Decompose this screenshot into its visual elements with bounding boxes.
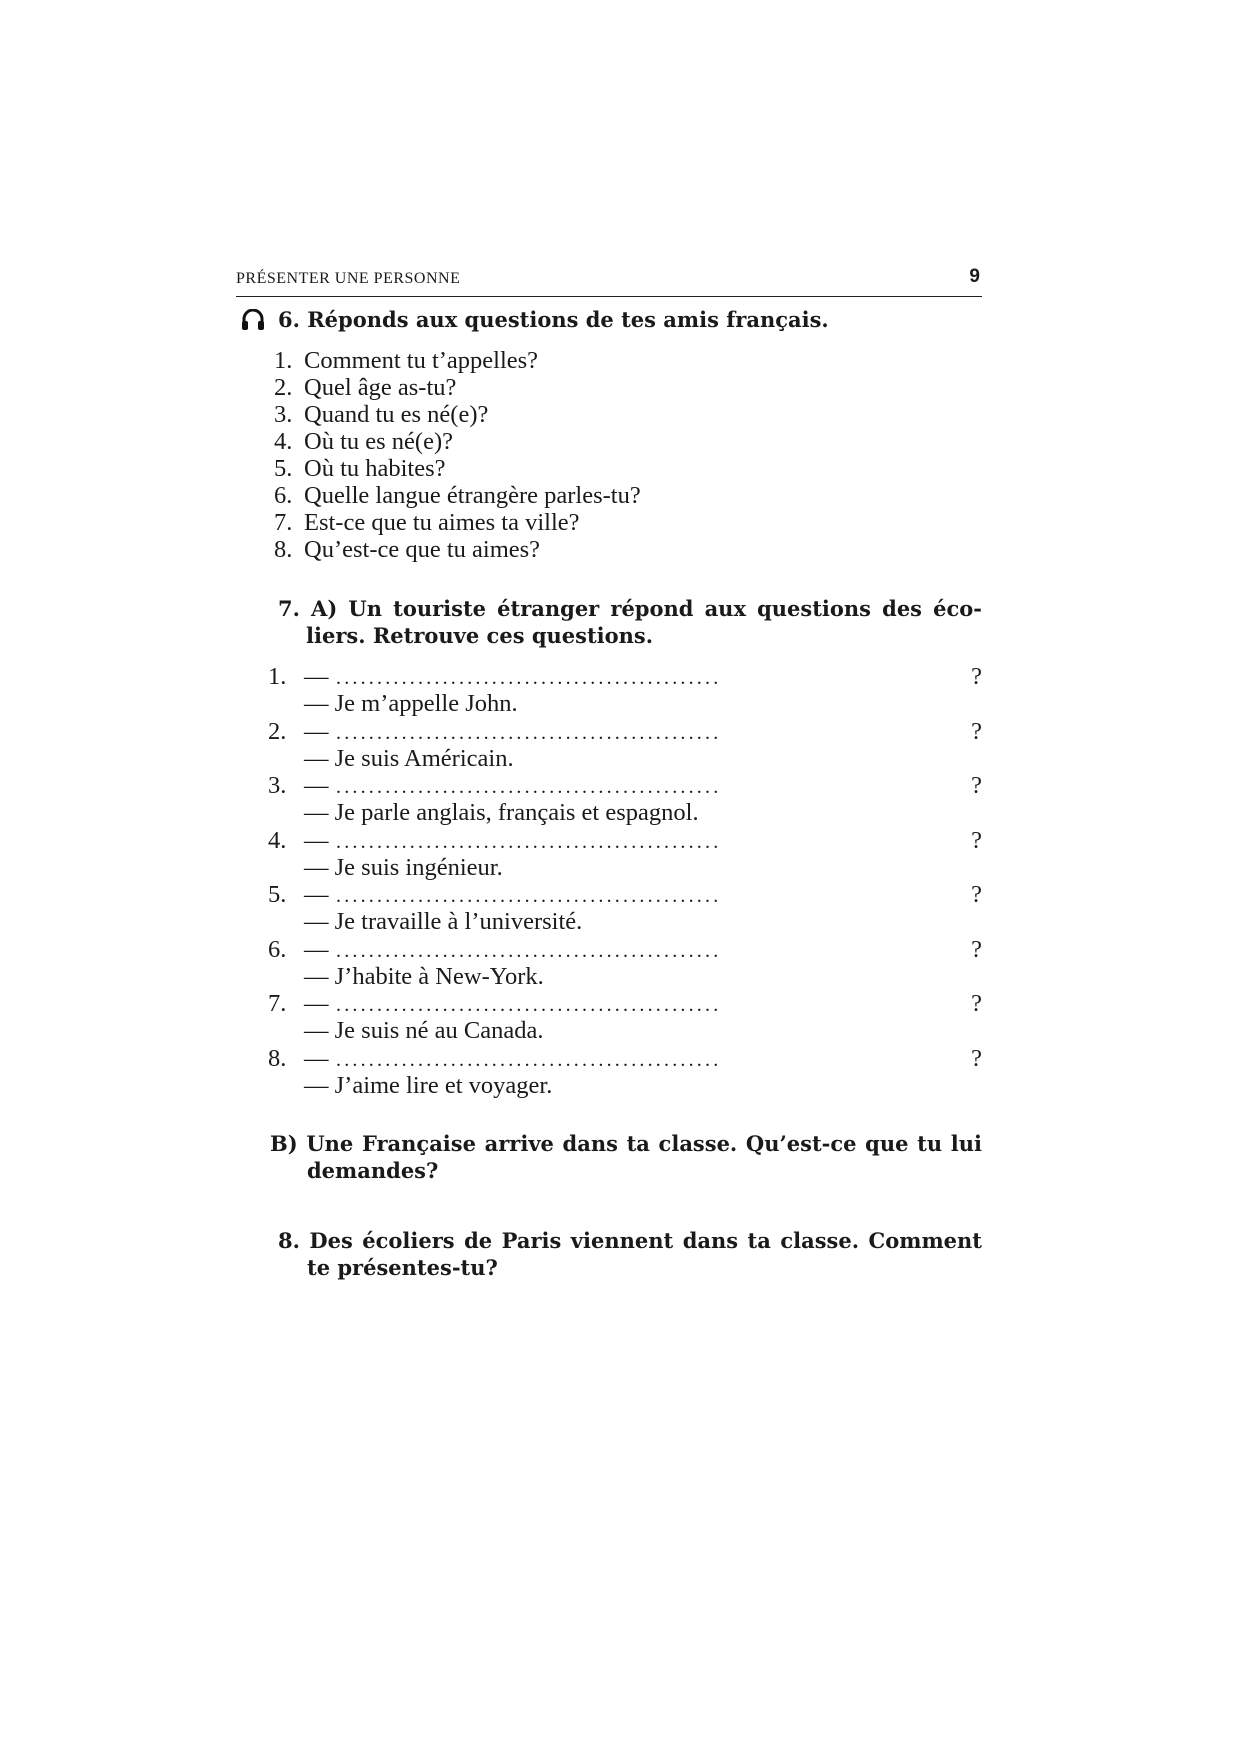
fill-in-blank: ............................................... [336, 885, 722, 907]
question-item [274, 536, 641, 563]
fill-in-blank: ............................................... [336, 667, 722, 689]
running-header [236, 268, 982, 297]
dialog-item [268, 663, 982, 718]
question-blank-row [268, 663, 982, 690]
dialog-number: 1. [268, 663, 287, 690]
dialog-dash: — [304, 1044, 329, 1072]
question-mark: ? [971, 881, 982, 908]
question-item [274, 482, 641, 509]
question-mark: ? [971, 663, 982, 690]
question-blank-row [268, 936, 982, 963]
question-text: Où tu habites? [304, 455, 446, 482]
answer-text: — J’aime lire et voyager. [304, 1071, 553, 1099]
dialog-item [268, 1045, 982, 1100]
question-text: Est-ce que tu aimes ta ville? [304, 509, 580, 536]
question-number: 5. [274, 455, 293, 482]
question-number: 6. [274, 482, 293, 509]
question-mark: ? [971, 826, 982, 854]
dialog-item [268, 881, 982, 936]
question-blank-row [268, 990, 982, 1017]
question-number: 8. [274, 536, 293, 563]
dialog-number: 7. [268, 990, 287, 1017]
exercise-6-title: 6. Réponds aux questions de tes amis français. [278, 307, 829, 332]
dialog-dash: — [304, 826, 329, 854]
dialog-dash: — [304, 772, 329, 799]
answer-text: — Je parle anglais, français et espagnol. [304, 799, 699, 826]
question-blank-row [268, 772, 982, 799]
fill-in-blank: ............................................... [336, 939, 722, 962]
dialog-dash: — [304, 881, 329, 908]
answer-text: — Je suis Américain. [304, 744, 514, 772]
question-mark: ? [971, 990, 982, 1017]
dialog-number: 4. [268, 826, 287, 854]
answer-text: — Je suis né au Canada. [304, 1017, 544, 1044]
exercise-7a-title-line2: liers. Retrouve ces questions. [306, 623, 654, 648]
headphones-icon [241, 309, 265, 331]
question-item [274, 455, 641, 482]
dialog-item [268, 772, 982, 827]
fill-in-blank: ............................................... [336, 1048, 722, 1071]
answer-text: — Je suis ingénieur. [304, 853, 503, 881]
question-text: Où tu es né(e)? [304, 428, 453, 455]
exercise-7b-line2: demandes? [307, 1158, 439, 1183]
dialog-item [268, 936, 982, 991]
question-item [274, 428, 641, 455]
dialog-number: 3. [268, 772, 287, 799]
question-blank-row [268, 881, 982, 908]
exercise-7b-line1: B) Une Française arrive dans ta classe. Qu’est-ce que tu lui [270, 1131, 982, 1156]
question-number: 4. [274, 428, 293, 455]
question-item [274, 374, 641, 401]
question-text: Qu’est-ce que tu aimes? [304, 536, 541, 563]
question-item [274, 401, 641, 428]
answer-text: — J’habite à New-York. [304, 962, 544, 990]
question-mark: ? [971, 1044, 982, 1072]
question-blank-row [268, 1045, 982, 1072]
dialog-dash: — [304, 935, 329, 963]
question-text: Comment tu t’appelles? [304, 347, 539, 374]
dialog-dash: — [304, 990, 329, 1017]
question-mark: ? [971, 772, 982, 799]
question-text: Quel âge as-tu? [304, 374, 457, 401]
question-item [274, 347, 641, 374]
dialog-number: 6. [268, 935, 287, 963]
dialog-number: 8. [268, 1044, 287, 1072]
fill-in-blank: ............................................... [336, 830, 722, 853]
header-title: PRÉSENTER UNE PERSONNE [236, 270, 461, 287]
question-mark: ? [971, 717, 982, 745]
answer-text: — Je m’appelle John. [304, 690, 518, 717]
exercise-7b [270, 1130, 982, 1184]
fill-in-blank: ............................................... [336, 776, 722, 798]
question-number: 1. [274, 347, 293, 374]
exercise-6-questions [274, 347, 641, 563]
question-blank-row [268, 718, 982, 745]
exercise-7a-title-line1: 7. A) Un touriste étranger répond aux questions des éco- [278, 596, 982, 621]
dialog-dash: — [304, 717, 329, 745]
fill-in-blank: ............................................... [336, 721, 722, 744]
fill-in-blank: ............................................... [336, 994, 722, 1016]
exercise-8 [278, 1227, 982, 1281]
dialog-dash: — [304, 663, 329, 690]
question-number: 3. [274, 401, 293, 428]
question-text: Quand tu es né(e)? [304, 401, 489, 428]
question-item [274, 509, 641, 536]
dialog-item [268, 827, 982, 882]
page-number: 9 [969, 266, 980, 287]
exercise-7a-title [278, 595, 982, 649]
exercise-7a-dialog [268, 663, 982, 1099]
exercise-8-line2: te présentes-tu? [307, 1255, 498, 1280]
exercise-8-line1: 8. Des écoliers de Paris viennent dans ta classe. Comment [278, 1228, 982, 1253]
question-number: 7. [274, 509, 293, 536]
question-text: Quelle langue étrangère parles-tu? [304, 482, 641, 509]
question-mark: ? [971, 935, 982, 963]
dialog-number: 5. [268, 881, 287, 908]
dialog-item [268, 718, 982, 773]
question-blank-row [268, 827, 982, 854]
dialog-number: 2. [268, 717, 287, 745]
dialog-item [268, 990, 982, 1045]
question-number: 2. [274, 374, 293, 401]
answer-text: — Je travaille à l’université. [304, 908, 583, 935]
